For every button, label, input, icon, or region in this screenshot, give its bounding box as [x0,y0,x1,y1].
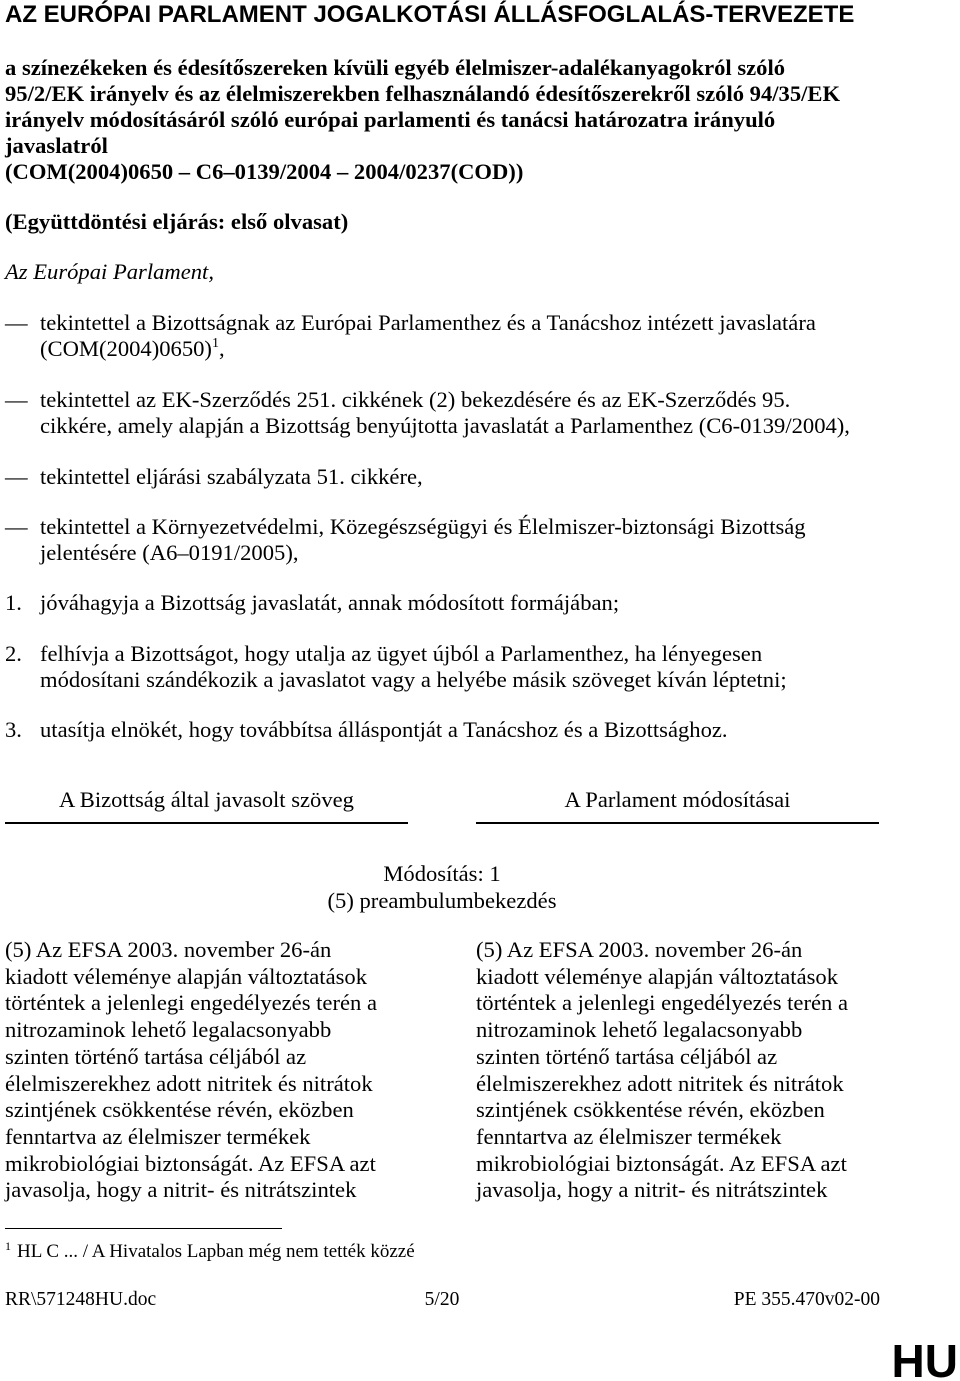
parliament-text-line: javasolja, hogy a nitrit- és nitrátszintek [476,1177,828,1203]
footnote-mark: 1 [5,1239,11,1253]
commission-text-line: szinten történő tartása céljából az [5,1043,307,1069]
commission-text-line: élelmiszerekhez adott nitritek és nitrátok [5,1070,373,1096]
parliament-text-line: fenntartva az élelmiszer termékek [476,1123,782,1149]
subject-line: javaslatról [5,133,108,158]
footnote-reference: 1 [211,336,219,351]
citation-item [5,310,905,362]
parliament-text-line: nitrozaminok lehető legalacsonyabb [476,1017,803,1043]
citation-text [40,514,905,566]
dash-marker: — [5,310,28,335]
header-rule-right [476,822,879,824]
citation-line: jelentésére (A6–0191/2005), [40,540,299,565]
resolution-number: 3. [5,717,22,742]
amendment-label: Módosítás: 1 [383,861,501,886]
citation-item [5,387,905,439]
resolution-item [5,717,905,743]
parliament-text-line: élelmiszerekhez adott nitritek és nitrátok [476,1070,844,1096]
commission-text-header: A Bizottság által javasolt szöveg [59,787,354,812]
footnote-separator [5,1228,282,1229]
commission-text-line: kiadott véleménye alapján változtatások [5,963,367,989]
resolution-text [40,717,905,743]
commission-text-line: nitrozaminok lehető legalacsonyabb [5,1017,332,1043]
parliament-amendments-header: A Parlament módosításai [564,787,791,812]
commission-text-line: történtek a jelenlegi engedélyezés terén a [5,990,377,1016]
resolution-line: jóváhagyja a Bizottság javaslatát, annak módosított formájában; [40,590,620,615]
language-badge: HU [891,1335,958,1381]
procedure-reference: (COM(2004)0650 – C6–0139/2004 – 2004/0237(COD)) [5,159,524,184]
commission-text-column [5,937,445,1204]
resolution-item [5,590,905,616]
header-rule-left [5,822,408,824]
commission-text-line: mikrobiológiai biztonságát. Az EFSA azt [5,1150,376,1176]
citation-text [40,464,905,490]
resolution-item [5,641,905,693]
subject-heading [5,55,840,185]
citation-text [40,387,905,439]
procedure-type: (Együttdöntési eljárás: első olvasat) [5,209,349,234]
parliament-text-line: szinten történő tartása céljából az [476,1043,778,1069]
parliament-text-line: mikrobiológiai biztonságát. Az EFSA azt [476,1150,847,1176]
parliament-text-line: kiadott véleménye alapján változtatások [476,963,838,989]
commission-text-line: (5) Az EFSA 2003. november 26-án [5,937,332,962]
resolution-line: felhívja a Bizottságot, hogy utalja az ügyet újból a Parlamenthez, ha lényegesen [40,641,763,666]
parliament-amendment-column [476,937,916,1204]
parliament-text-line: történtek a jelenlegi engedélyezés terén a [476,990,848,1016]
parliament-text-line: (5) Az EFSA 2003. november 26-án [476,937,803,962]
dash-marker: — [5,514,28,539]
footer-page-number: 5/20 [424,1289,460,1310]
citation-line: cikkére, amely alapján a Bizottság benyújtotta javaslatát a Parlamenthez (C6-0139/2004), [40,413,850,438]
resolution-line: utasítja elnökét, hogy továbbítsa álláspontját a Tanácshoz és a Bizottsághoz. [40,717,728,742]
commission-text-line: javasolja, hogy a nitrit- és nitrátszintek [5,1177,357,1203]
document-title: AZ EURÓPAI PARLAMENT JOGALKOTÁSI ÁLLÁSFOGLALÁS-TERVEZETE [5,1,855,28]
subject-line: a színezékeken és édesítőszereken kívüli egyéb élelmiszer-adalékanyagokról szóló [5,55,786,80]
footnote-text: HL C ... / A Hivatalos Lapban még nem tették közzé [17,1241,415,1262]
citation-line-punctuation: , [218,336,225,361]
dash-marker: — [5,387,28,412]
subject-line: 95/2/EK irányelv és az élelmiszerekben felhasználandó édesítőszerekről szóló 94/35/EK [5,81,841,106]
subject-line: irányelv módosításáról szóló európai parlamenti és tanácsi határozatra irányuló [5,107,776,132]
amendment-title [5,860,879,914]
citation-text [40,310,905,362]
citation-line [40,336,905,362]
citation-item [5,514,905,566]
preamble-intro: Az Európai Parlament, [5,259,214,284]
resolution-number: 2. [5,641,22,666]
resolution-text [40,590,905,616]
citation-item [5,464,905,490]
footer-document-name: RR\571248HU.doc [5,1289,157,1310]
citation-line: tekintettel a Környezetvédelmi, Közegészségügyi és Élelmiszer-biztonsági Bizottság [40,514,806,539]
citation-line: tekintettel eljárási szabályzata 51. cikkére, [40,464,423,489]
commission-text-line: szintjének csökkentése révén, eközben [5,1097,354,1123]
citation-line-text: (COM(2004)0650) [40,336,212,361]
citation-line: tekintettel az EK-Szerződés 251. cikkének (2) bekezdésére és az EK-Szerződés 95. [40,387,791,412]
commission-text-line: fenntartva az élelmiszer termékek [5,1123,311,1149]
citation-line: tekintettel a Bizottságnak az Európai Parlamenthez és a Tanácshoz intézett javaslatára [40,310,816,335]
amendment-target: (5) preambulumbekezdés [327,888,557,913]
resolution-text [40,641,905,693]
resolution-line: módosítani szándékozik a javaslatot vagy a helyébe másik szöveget kíván léptetni; [40,667,787,692]
dash-marker: — [5,464,28,489]
parliament-text-line: szintjének csökkentése révén, eközben [476,1097,825,1123]
footer-reference: PE 355.470v02-00 [733,1289,880,1310]
footnote [5,1241,415,1263]
resolution-number: 1. [5,590,22,615]
